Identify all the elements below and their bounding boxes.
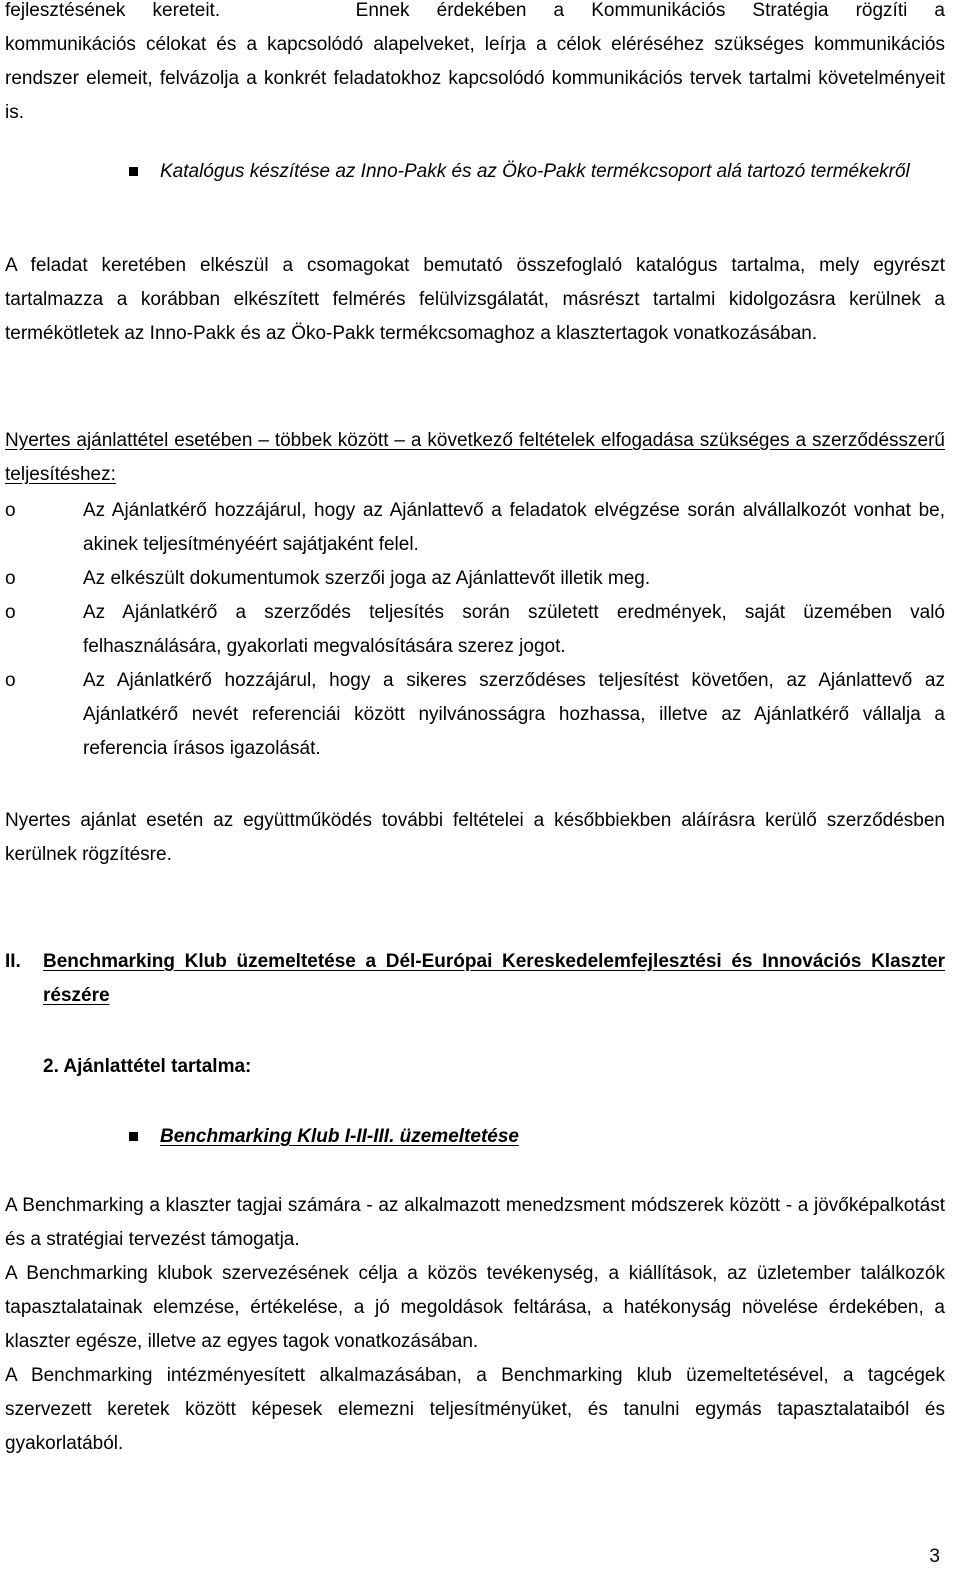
intro-paragraph: [5, 0, 945, 130]
list-item: o Az Ajánlatkérő a szerződés teljesítés során született eredmények, saját üzemében való felhasználására, gyakorlati megvalósítására szerez jogot.: [5, 596, 945, 664]
benchmarking-paragraphs: [5, 1189, 945, 1461]
benchmarking-heading: Benchmarking Klub I-II-III. üzemeltetése: [5, 1120, 945, 1154]
catalog-heading: Katalógus készítése az Inno-Pakk és az Öko-Pakk termékcsoport alá tartozó termékekről: [5, 155, 945, 189]
paragraph: A Benchmarking intézményesített alkalmazásában, a Benchmarking klub üzemeltetésével, a tagcégek szervezett keretek között képesek elemezni teljesítményüket, és tanulni egymás tapasztalataiból és gyakorlatából.: [5, 1365, 945, 1454]
circle-bullet-icon: o: [5, 500, 16, 521]
list-item: o Az Ajánlatkérő hozzájárul, hogy a sikeres szerződéses teljesítést követően, az Ajánlattevő az Ajánlatkérő nevét referenciái között nyilvánosságra hozhassa, illetve az Ajánlatkérő vállalja a referencia írásos igazolását.: [5, 664, 945, 766]
page-number: 3: [929, 1546, 940, 1567]
circle-bullet-icon: o: [5, 670, 16, 691]
conditions-closing: Nyertes ajánlat esetén az együttműködés további feltételei a későbbiekben aláírásra kerülő szerződésben kerülnek rögzítésre.: [5, 810, 945, 865]
offer-content-heading: 2. Ajánlattétel tartalma:: [43, 1056, 252, 1077]
section-number: II.: [5, 951, 21, 972]
square-bullet-icon: [129, 1132, 138, 1141]
conditions-intro: Nyertes ajánlattétel esetében – többek között – a következő feltételek elfogadása szükséges a szerződésszerű teljesítéshez:: [5, 430, 945, 485]
intro-body: kommunikációs célokat és a kapcsolódó alapelveket, leírja a célok eléréséhez szükséges kommunikációs rendszer elemeit, felvázolja a konkrét feladatokhoz kapcsolódó kommunikációs tervek tartalmi követelményeit is.: [5, 34, 945, 123]
circle-bullet-icon: o: [5, 602, 16, 623]
paragraph: A Benchmarking a klaszter tagjai számára - az alkalmazott menedzsment módszerek között - a jövőképalkotást és a stratégiai tervezést támogatja.: [5, 1195, 945, 1250]
list-item: o Az elkészült dokumentumok szerzői joga az Ajánlattevőt illetik meg.: [5, 562, 945, 596]
square-bullet-icon: [129, 167, 138, 176]
section-heading: [5, 945, 945, 1013]
section-title: Benchmarking Klub üzemeltetése a Dél-Európai Kereskedelemfejlesztési és Innovációs Klaszter részére: [43, 951, 945, 1006]
intro-first-line: fejlesztésének kereteit. Ennek érdekében a Kommunikációs Stratégia rögzíti a: [5, 0, 945, 21]
conditions-list: [5, 494, 945, 766]
list-item: o Az Ajánlatkérő hozzájárul, hogy az Ajánlattevő a feladatok elvégzése során alvállalkozót vonhat be, akinek teljesítményéért sajátjaként felel.: [5, 494, 945, 562]
circle-bullet-icon: o: [5, 568, 16, 589]
paragraph: A Benchmarking klubok szervezésének célja a közös tevékenység, a kiállítások, az üzletember találkozók tapasztalatainak elemzése, értékelése, a jó megoldások feltárása, a hatékonyság növelése érdekében, a klaszter egésze, illetve az egyes tagok vonatkozásában.: [5, 1263, 945, 1352]
catalog-body: A feladat keretében elkészül a csomagokat bemutató összefoglaló katalógus tartalma, mely egyrészt tartalmazza a korábban elkészített felmérés felülvizsgálatát, másrészt tartalmi kidolgozásra kerülnek a termékötletek az Inno-Pakk és az Öko-Pakk termékcsomaghoz a klasztertagok vonatkozásában.: [5, 255, 945, 344]
